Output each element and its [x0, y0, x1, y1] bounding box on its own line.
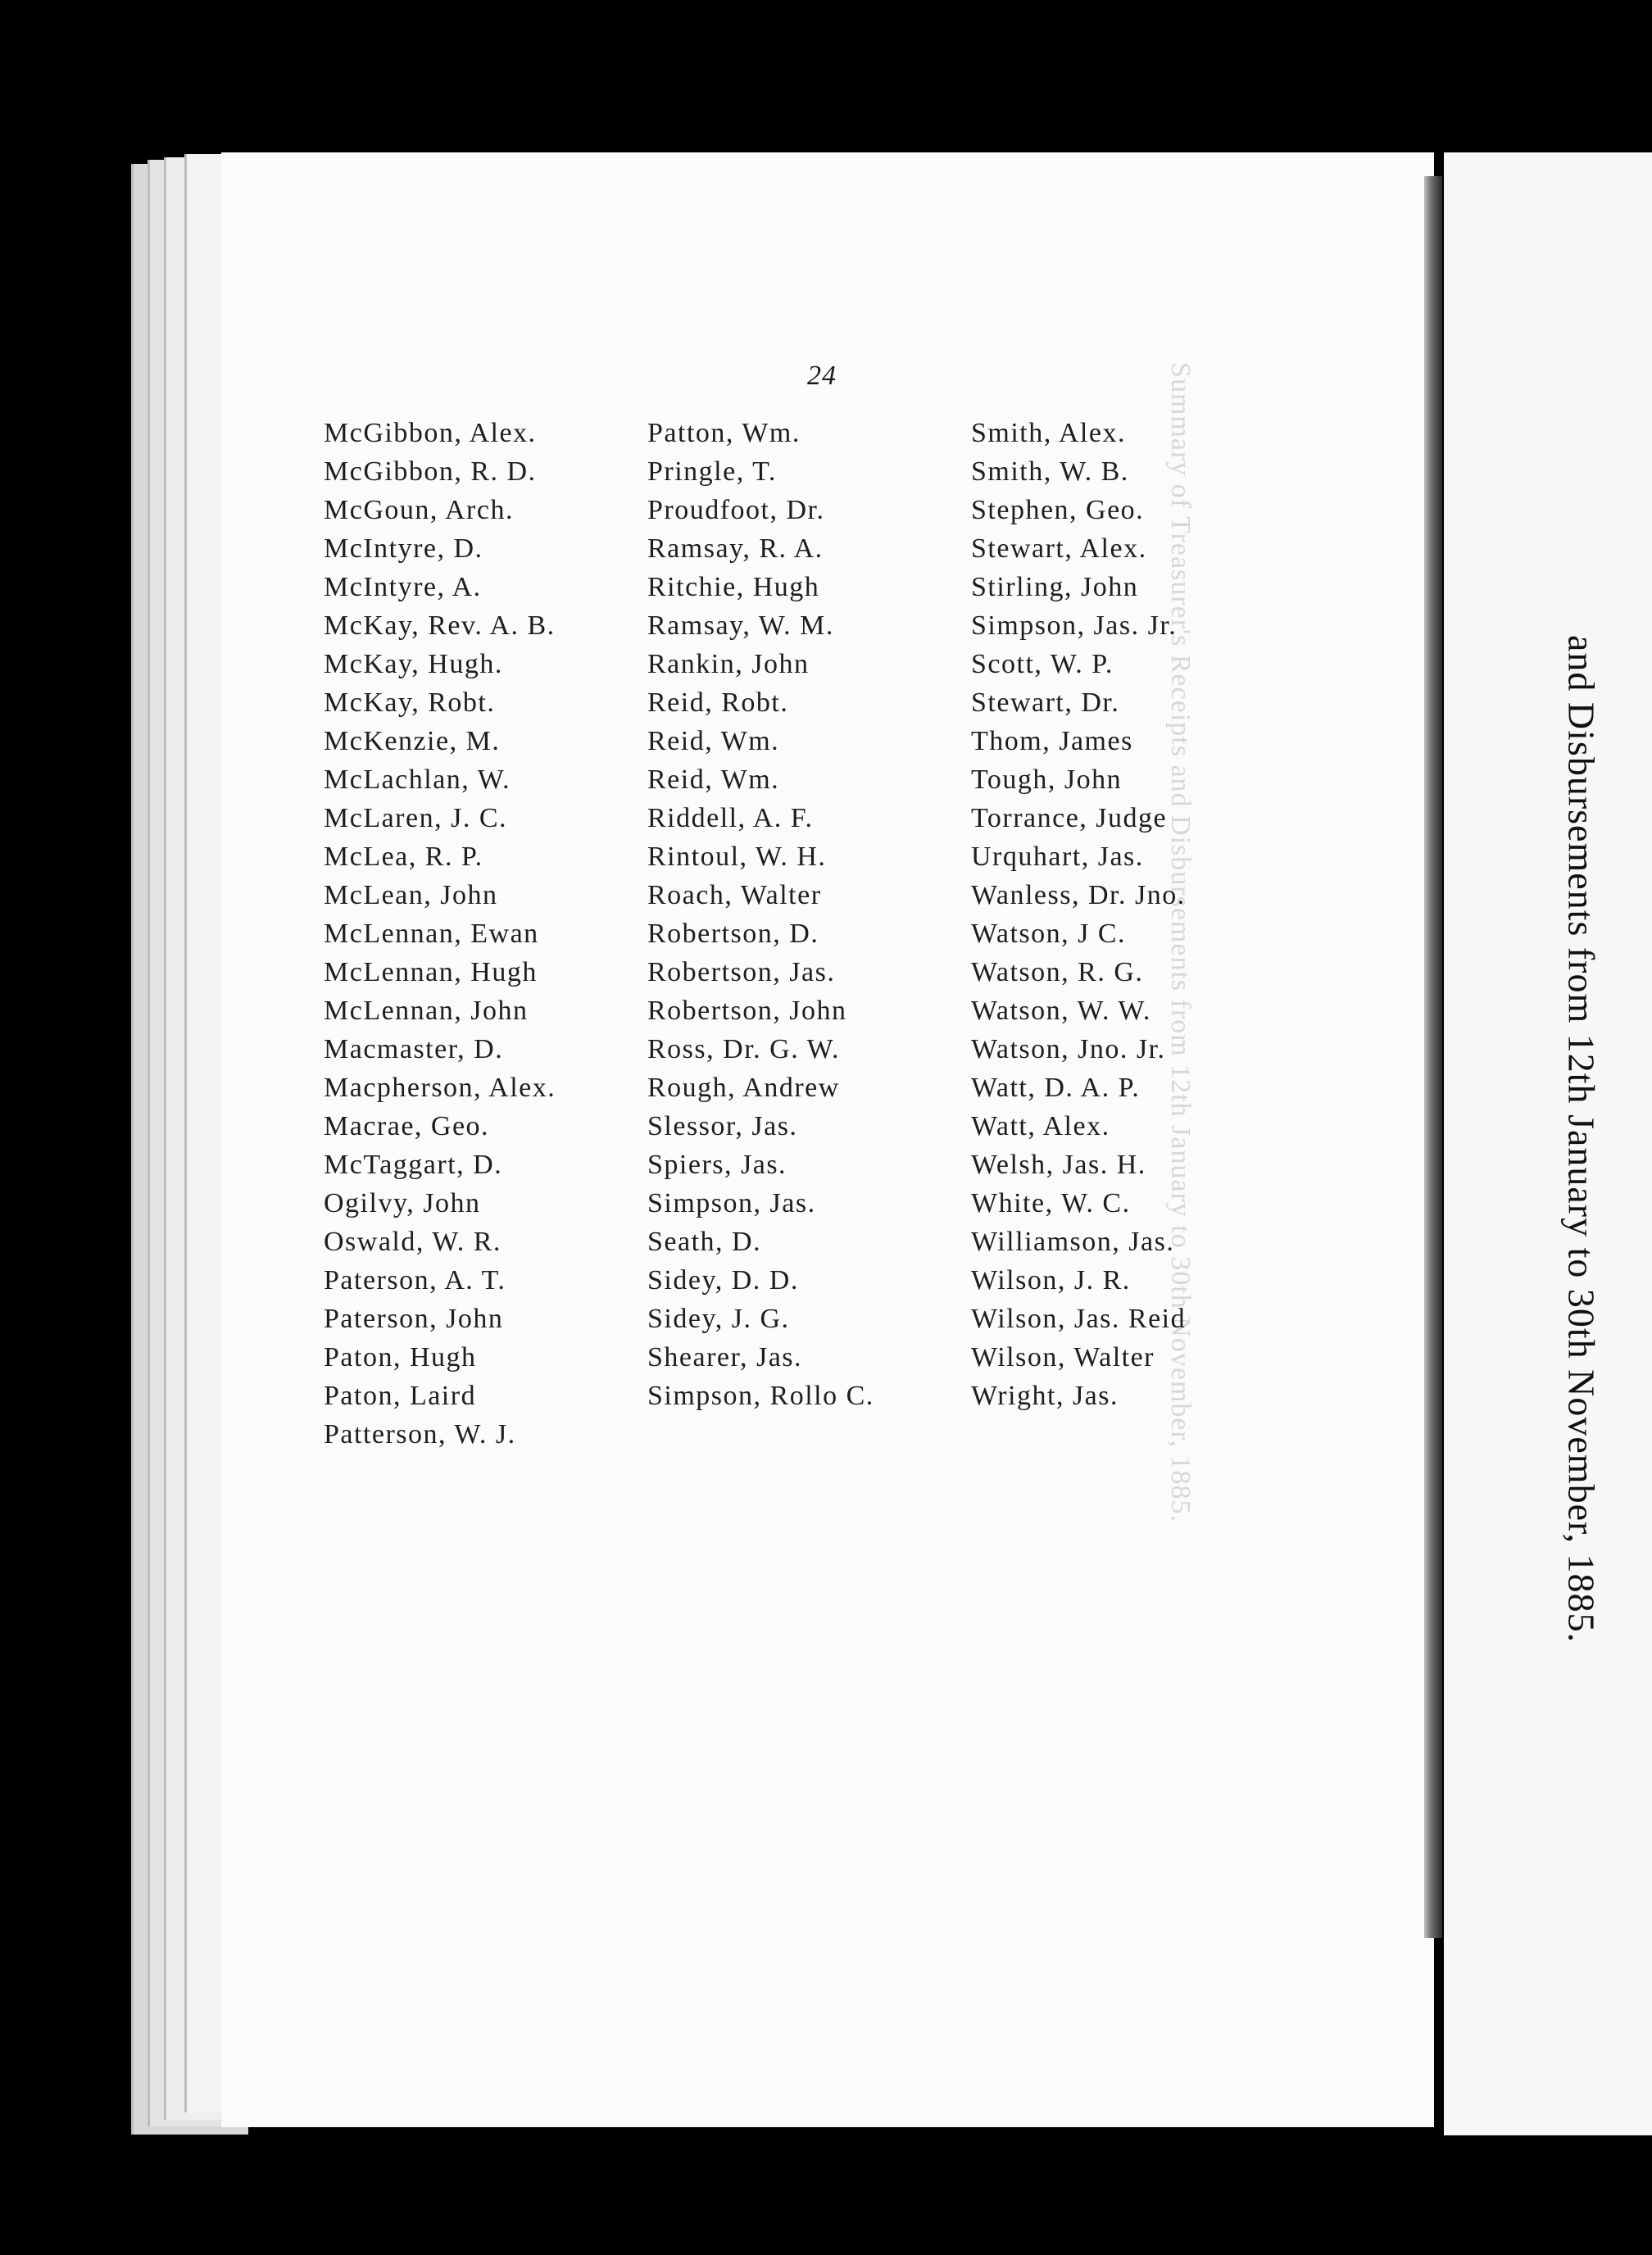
name-entry: Watson, J C.: [971, 919, 1127, 949]
name-entry: Macmaster, D.: [324, 1034, 504, 1064]
name-entry: Slessor, Jas.: [647, 1111, 798, 1141]
name-entry: Proudfoot, Dr.: [647, 495, 825, 525]
name-entry: Ritchie, Hugh: [647, 572, 820, 602]
name-entry: Robertson, John: [647, 996, 847, 1026]
name-entry: McLennan, John: [324, 996, 529, 1026]
bleed-through-text: Summary of Treasurer's Receipts and Disbursements from 12th January to 30th November, 1885.: [1165, 362, 1196, 1522]
name-entry: McKay, Hugh.: [324, 649, 503, 679]
name-entry: Torrance, Judge: [971, 803, 1168, 833]
name-entry: Ross, Dr. G. W.: [647, 1034, 841, 1064]
name-entry: Smith, W. B.: [971, 456, 1129, 487]
name-entry: Tough, John: [971, 765, 1123, 795]
name-entry: Smith, Alex.: [971, 418, 1126, 448]
name-column-2: [647, 414, 874, 1415]
name-entry: Thom, James: [971, 726, 1133, 756]
name-entry: McKenzie, M.: [324, 726, 501, 756]
name-entry: Robertson, Jas.: [647, 957, 836, 987]
name-entry: Watson, R. G.: [971, 957, 1144, 987]
name-entry: Reid, Wm.: [647, 726, 780, 756]
name-entry: McGoun, Arch.: [324, 495, 514, 525]
name-entry: Ramsay, W. M.: [647, 610, 834, 641]
name-entry: Spiers, Jas.: [647, 1150, 787, 1180]
name-entry: Wright, Jas.: [971, 1381, 1119, 1411]
name-entry: Robertson, D.: [647, 919, 819, 949]
name-entry: Pringle, T.: [647, 456, 777, 487]
facing-page-heading: and Disbursements from 12th January to 30th November, 1885.: [1560, 635, 1603, 1643]
name-entry: McLean, John: [324, 880, 498, 910]
name-entry: Stephen, Geo.: [971, 495, 1145, 525]
name-entry: Sidey, D. D.: [647, 1265, 799, 1295]
name-entry: Simpson, Rollo C.: [647, 1381, 874, 1411]
name-entry: Oswald, W. R.: [324, 1227, 502, 1257]
name-entry: McLaren, J. C.: [324, 803, 508, 833]
name-entry: McKay, Rev. A. B.: [324, 610, 556, 641]
name-entry: Wilson, J. R.: [971, 1265, 1131, 1295]
name-entry: Stewart, Alex.: [971, 533, 1147, 564]
name-entry: Paterson, John: [324, 1304, 504, 1334]
name-entry: Rough, Andrew: [647, 1073, 840, 1103]
name-entry: Sidey, J. G.: [647, 1304, 790, 1334]
name-entry: McGibbon, R. D.: [324, 456, 537, 487]
name-entry: Roach, Walter: [647, 880, 822, 910]
name-entry: Macpherson, Alex.: [324, 1073, 556, 1103]
name-entry: Watt, D. A. P.: [971, 1073, 1141, 1103]
name-entry: Patterson, W. J.: [324, 1419, 516, 1450]
name-entry: Simpson, Jas. Jr.: [971, 610, 1178, 641]
name-entry: McIntyre, D.: [324, 533, 483, 564]
name-entry: White, W. C.: [971, 1188, 1131, 1218]
name-entry: Paterson, A. T.: [324, 1265, 506, 1295]
name-entry: Ramsay, R. A.: [647, 533, 824, 564]
name-entry: McIntyre, A.: [324, 572, 482, 602]
name-entry: McGibbon, Alex.: [324, 418, 537, 448]
name-entry: Ogilvy, John: [324, 1188, 481, 1218]
name-entry: Simpson, Jas.: [647, 1188, 816, 1218]
book-gutter: [1424, 176, 1442, 1938]
name-entry: Stirling, John: [971, 572, 1139, 602]
name-entry: Watson, W. W.: [971, 996, 1151, 1026]
name-entry: McLennan, Hugh: [324, 957, 538, 987]
name-entry: Scott, W. P.: [971, 649, 1114, 679]
name-entry: Paton, Hugh: [324, 1342, 477, 1373]
name-entry: Rankin, John: [647, 649, 810, 679]
facing-page: [1444, 152, 1652, 2135]
name-entry: Wanless, Dr. Jno.: [971, 880, 1186, 910]
name-entry: Welsh, Jas. H.: [971, 1150, 1146, 1180]
name-entry: Paton, Laird: [324, 1381, 477, 1411]
name-entry: Macrae, Geo.: [324, 1111, 490, 1141]
name-entry: McLennan, Ewan: [324, 919, 539, 949]
name-entry: McTaggart, D.: [324, 1150, 503, 1180]
name-entry: Watson, Jno. Jr.: [971, 1034, 1166, 1064]
name-entry: McLachlan, W.: [324, 765, 511, 795]
name-entry: Reid, Robt.: [647, 687, 789, 718]
name-entry: Shearer, Jas.: [647, 1342, 803, 1373]
name-entry: Watt, Alex.: [971, 1111, 1110, 1141]
name-entry: Rintoul, W. H.: [647, 842, 827, 872]
name-entry: McLea, R. P.: [324, 842, 483, 872]
name-entry: Wilson, Jas. Reid: [971, 1304, 1187, 1334]
name-entry: McKay, Robt.: [324, 687, 496, 718]
name-entry: Seath, D.: [647, 1227, 762, 1257]
name-entry: Urquhart, Jas.: [971, 842, 1144, 872]
name-entry: Stewart, Dr.: [971, 687, 1120, 718]
name-entry: Williamson, Jas.: [971, 1227, 1175, 1257]
name-entry: Patton, Wm.: [647, 418, 801, 448]
name-entry: Riddell, A. F.: [647, 803, 814, 833]
name-entry: Reid, Wm.: [647, 765, 780, 795]
name-column-3: [971, 414, 1186, 1415]
name-entry: Wilson, Walter: [971, 1342, 1155, 1373]
name-column-1: [324, 414, 556, 1454]
page-number: 24: [807, 361, 837, 391]
